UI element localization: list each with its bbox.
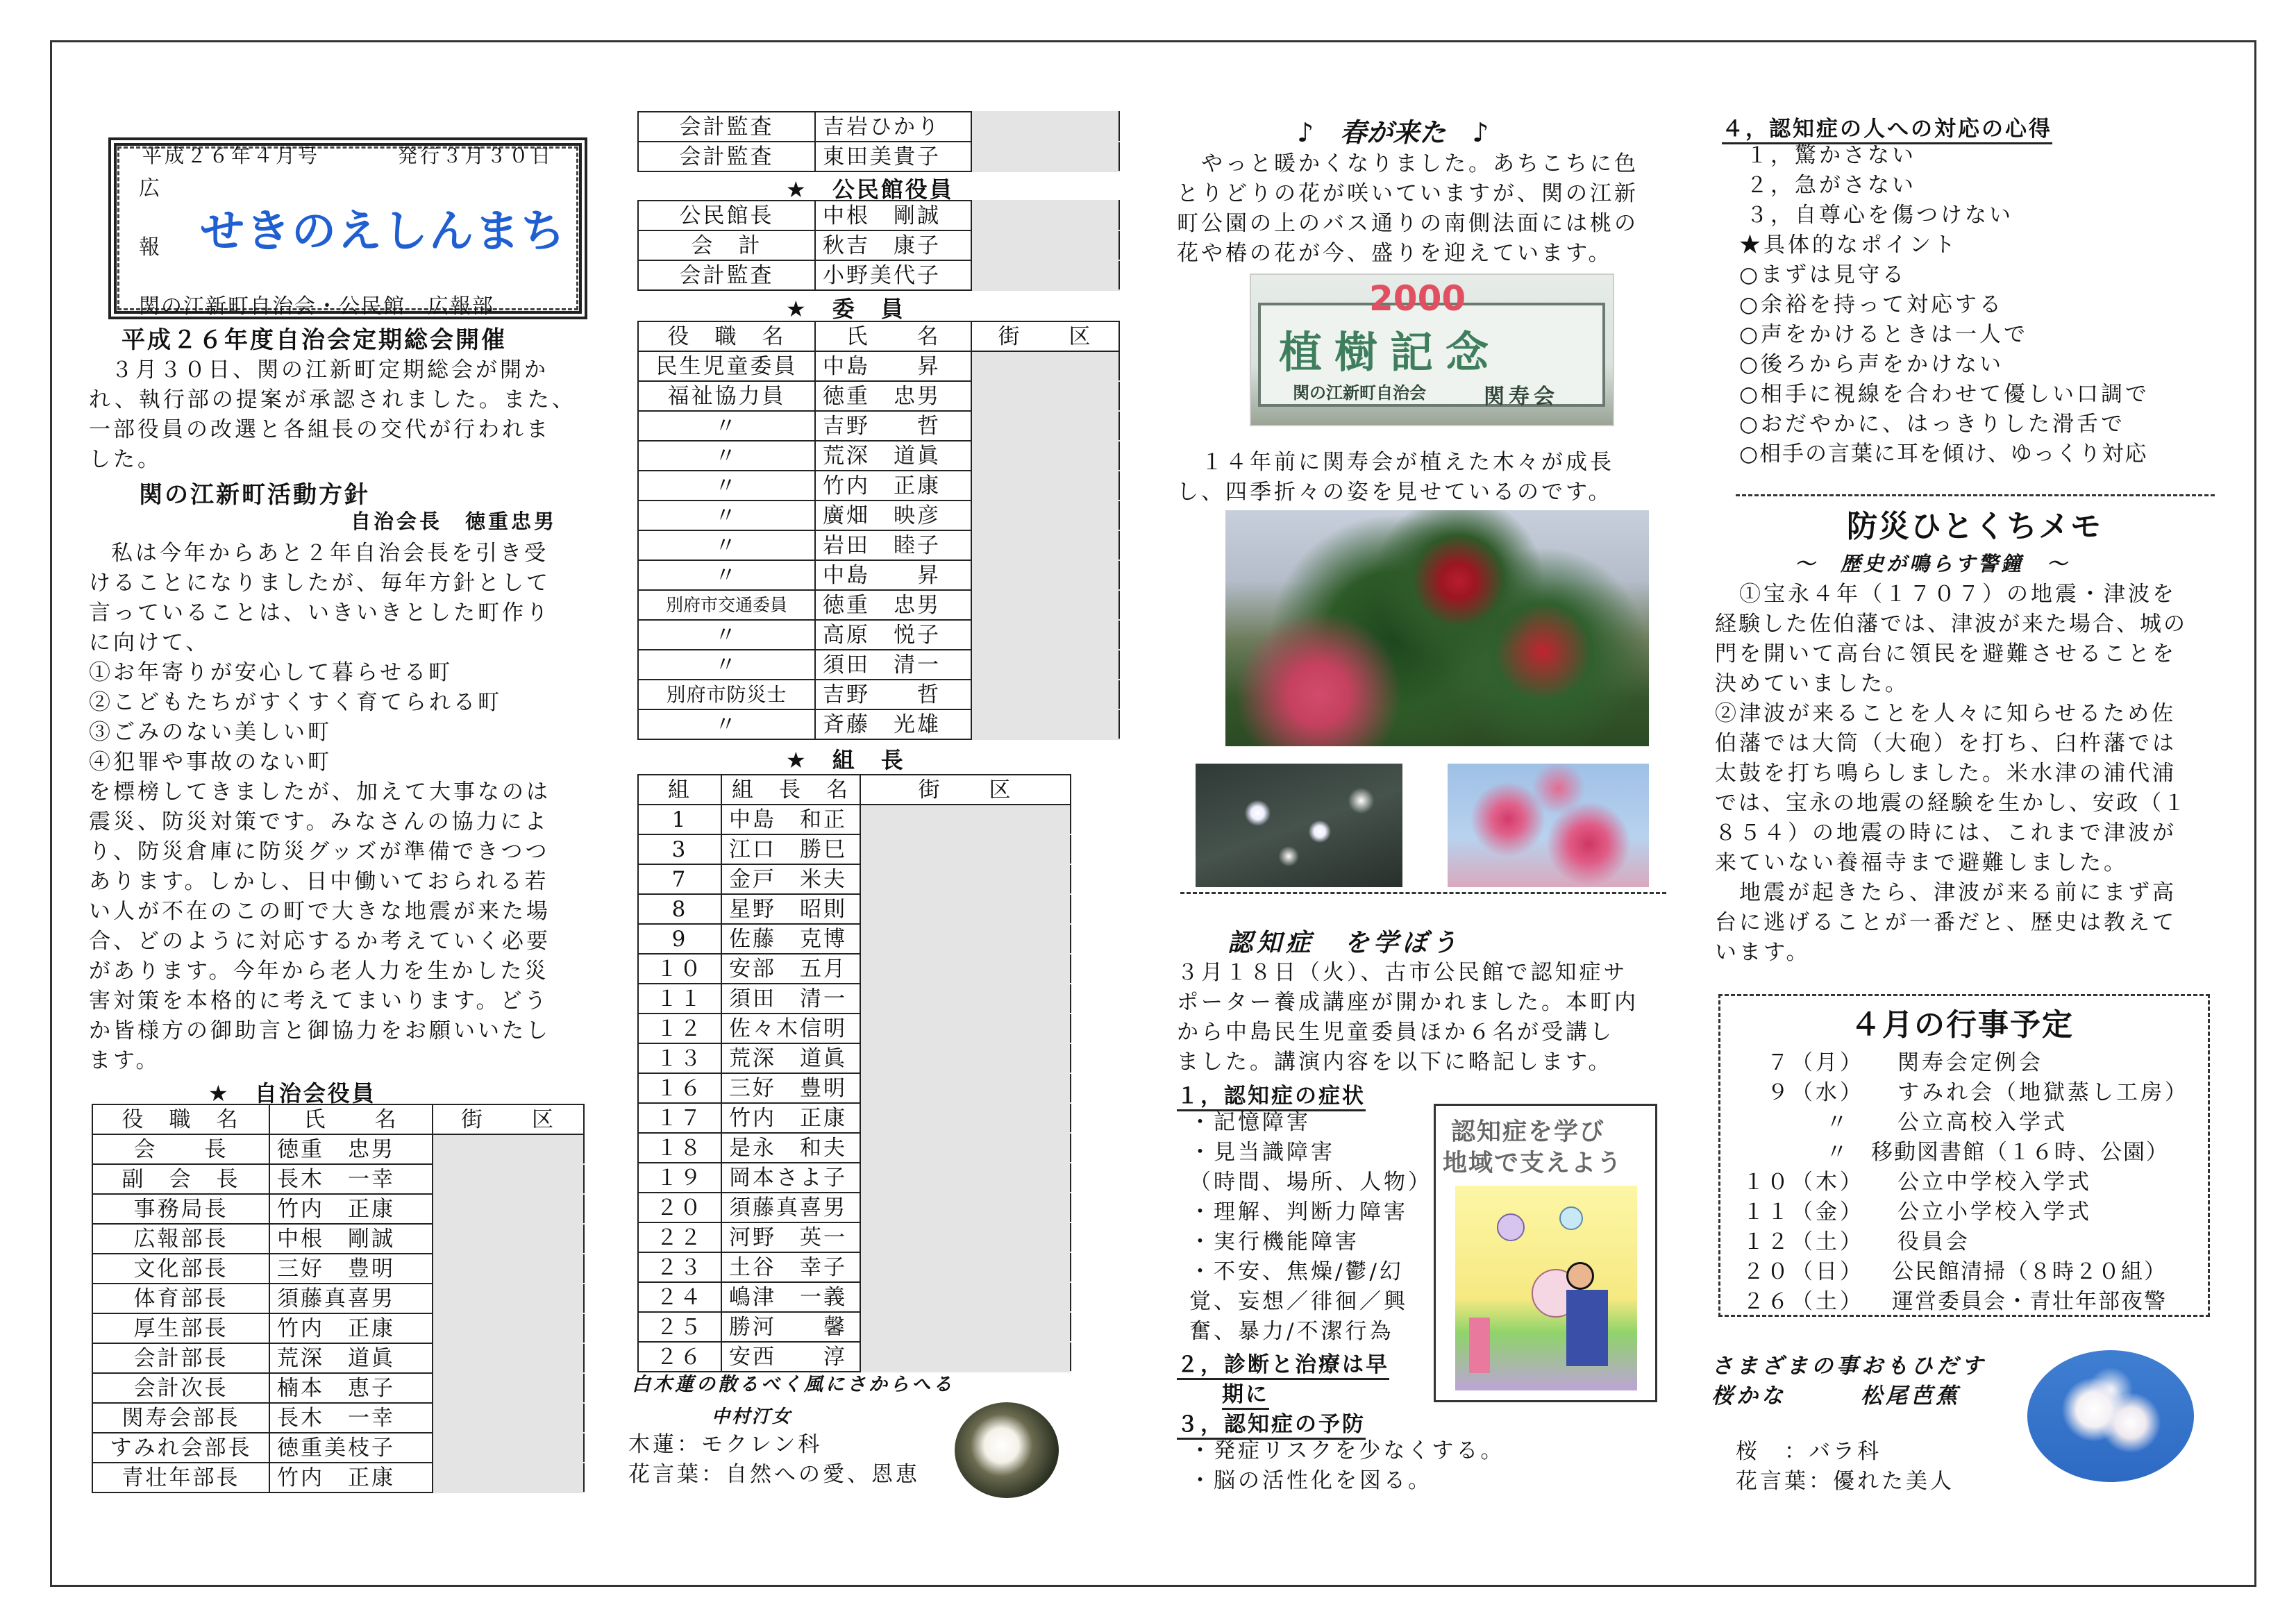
table-row: 関寿会部長 長木 一幸	[92, 1403, 584, 1433]
spring-body2-2: し、四季折々の姿を見せているのです。	[1177, 480, 1613, 505]
table-row: 福祉協力員 徳重 忠男	[638, 381, 1119, 411]
poster-illustration	[1455, 1186, 1637, 1390]
table-row: 別府市交通委員 徳重 忠男	[638, 590, 1119, 620]
table-row: 別府市防災士 吉野 哲	[638, 680, 1119, 709]
table-row: １６ 三好 豊明	[638, 1073, 1071, 1103]
table-row: 〃 須田 清一	[638, 650, 1119, 680]
dementia-s1: １，認知症の症状	[1177, 1078, 1366, 1111]
dementia-s2a: ２，診断と治療は早	[1177, 1347, 1389, 1380]
table-row: 〃 高原 悦子	[638, 620, 1119, 650]
white-blossom-photo	[1196, 764, 1402, 887]
table-header: 役 職 名 氏 名 街 区	[92, 1104, 584, 1134]
table-row: 事務局長 竹内 正康	[92, 1194, 584, 1224]
poster-line2: 地域で支えよう	[1443, 1150, 1623, 1177]
table-row: ２５ 勝河 馨	[638, 1312, 1071, 1342]
haiku2-meaning: 花言葉：優れた美人	[1736, 1469, 1954, 1494]
committee-table	[637, 321, 1120, 740]
memorial-sign-photo	[1250, 274, 1614, 426]
publisher: 関の江新町自治会・公民館 広報部	[139, 294, 494, 319]
sign-year: 2000	[1369, 278, 1466, 319]
dementia-s3-item1: ・発症リスクを少なくする。	[1189, 1438, 1505, 1463]
sakura-photo	[2027, 1350, 2194, 1482]
table-row: １９ 岡本さよ子	[638, 1163, 1071, 1193]
table-row: 〃 斉藤 光雄	[638, 709, 1119, 739]
table-row: 〃 荒深 道眞	[638, 441, 1119, 471]
auditors-table	[637, 111, 1120, 172]
table-row: 会計次長 楠本 恵子	[92, 1373, 584, 1403]
table-row: １８ 是永 和夫	[638, 1133, 1071, 1163]
sign-title: 植樹記念	[1279, 327, 1502, 378]
masthead-title: せきのえしんまち	[200, 206, 567, 258]
haiku2-poem2: 桜かな	[1711, 1384, 1786, 1408]
table-row: 会計監査 吉岩ひかり	[638, 112, 1119, 142]
dementia-s3-item2: ・脳の活性化を図る。	[1189, 1468, 1432, 1493]
table-row: 8 星野 昭則	[638, 894, 1071, 924]
table-row: すみれ会部長 徳重美枝子	[92, 1433, 584, 1463]
dementia-poster	[1434, 1104, 1657, 1402]
haiku1-flower: 木蓮：モクレン科	[628, 1432, 823, 1457]
kominkan-heading: ★ 公民館役員	[786, 176, 954, 203]
table-row: ２６ 安西 淳	[638, 1342, 1071, 1372]
poster-line1: 認知症を学び	[1451, 1118, 1606, 1146]
table-row: 副 会 長 長木 一幸	[92, 1164, 584, 1194]
haiku1-poet: 中村汀女	[712, 1406, 793, 1427]
camellia-photo	[1225, 510, 1649, 746]
spring-body2-1: １４年前に関寿会が植えた木々が成長	[1201, 450, 1614, 475]
kumicho-table	[637, 774, 1071, 1372]
magnolia-photo	[955, 1402, 1059, 1498]
table-row: 公民館長 中根 剛誠	[638, 201, 1119, 230]
haiku2-poem: さまざまの事おもひだす	[1711, 1354, 1986, 1379]
dementia-heading: 認知症 を学ぼう	[1227, 929, 1461, 957]
sign-org1: 関の江新町自治会	[1293, 383, 1426, 403]
meeting-heading: 平成２６年度自治会定期総会開催	[121, 326, 507, 354]
dementia-s2b: 期に	[1222, 1377, 1269, 1410]
table-row: 〃 中島 昇	[638, 560, 1119, 590]
table-header: 役 職 名 氏 名 街 区	[638, 321, 1119, 351]
officers-heading: ★ 自治会役員	[208, 1080, 376, 1107]
table-row: 〃 竹内 正康	[638, 471, 1119, 501]
table-row: 会 計 秋吉 康子	[638, 230, 1119, 260]
table-row: 〃 廣畑 映彦	[638, 501, 1119, 530]
spring-heading: ♪ 春が来た ♪	[1297, 117, 1489, 148]
table-row: １１ 須田 清一	[638, 984, 1071, 1014]
table-row: 会計監査 東田美貴子	[638, 142, 1119, 171]
table-row: １２ 佐々木信明	[638, 1014, 1071, 1043]
table-row: 9 佐藤 克博	[638, 924, 1071, 954]
table-row: 〃 岩田 睦子	[638, 530, 1119, 560]
bousai-heading: 防災ひとくちメモ	[1847, 509, 2102, 544]
officers-table	[92, 1104, 585, 1493]
haiku2-flower: 桜 ：バラ科	[1736, 1439, 1882, 1464]
committee-heading: ★ 委 員	[786, 296, 905, 322]
table-row: 厚生部長 竹内 正康	[92, 1313, 584, 1343]
table-row: 体育部長 須藤真喜男	[92, 1284, 584, 1313]
haiku2-poet: 松尾芭蕉	[1861, 1384, 1961, 1408]
sign-org2: 関寿会	[1484, 385, 1559, 409]
bousai-subheading: ～ 歴史が鳴らす警鐘 ～	[1795, 552, 2070, 575]
pink-blossom-photo	[1448, 764, 1649, 887]
table-header: 組 組 長 名 街 区	[638, 775, 1071, 805]
policy-heading: 関の江新町活動方針	[139, 481, 370, 509]
table-row: １７ 竹内 正康	[638, 1103, 1071, 1133]
table-row: ２０ 須藤真喜男	[638, 1193, 1071, 1222]
policy-author: 自治会長 徳重忠男	[351, 510, 558, 533]
table-row: １０ 安部 五月	[638, 954, 1071, 984]
table-row: 1 中島 和正	[638, 805, 1071, 834]
events-heading: ４月の行事予定	[1850, 1007, 2074, 1043]
issue-date: 平成２６年４月号	[142, 144, 321, 167]
table-row: １３ 荒深 道眞	[638, 1043, 1071, 1073]
kumicho-heading: ★ 組 長	[786, 747, 905, 773]
table-row: 会計監査 小野美代子	[638, 260, 1119, 290]
kou-char: 広	[139, 176, 162, 201]
response-heading: ４，認知症の人への対応の心得	[1722, 111, 2052, 144]
table-row: ２３ 土谷 幸子	[638, 1252, 1071, 1282]
table-row: 7 金戸 米夫	[638, 864, 1071, 894]
table-row: 会計部長 荒深 道眞	[92, 1343, 584, 1373]
hou-char: 報	[139, 235, 162, 260]
divider-col3	[1180, 892, 1666, 894]
haiku1-meaning: 花言葉：自然への愛、恩恵	[628, 1462, 920, 1487]
haiku1-poem: 白木蓮の散るべく風にさからへる	[632, 1374, 955, 1395]
table-row: 会 長 徳重 忠男	[92, 1134, 584, 1164]
divider-col4	[1736, 494, 2215, 496]
table-row: 〃 吉野 哲	[638, 411, 1119, 441]
table-row: 文化部長 三好 豊明	[92, 1254, 584, 1284]
dementia-s3: ３，認知症の予防	[1177, 1406, 1366, 1440]
table-row: ２２ 河野 英一	[638, 1222, 1071, 1252]
table-row: 3 江口 勝巳	[638, 834, 1071, 864]
table-row: ２４ 嶋津 一義	[638, 1282, 1071, 1312]
table-row: 民生児童委員 中島 昇	[638, 351, 1119, 381]
table-row: 広報部長 中根 剛誠	[92, 1224, 584, 1254]
kominkan-table	[637, 200, 1120, 291]
publish-date: 発行３月３０日	[398, 144, 554, 167]
table-row: 青壮年部長 竹内 正康	[92, 1463, 584, 1492]
